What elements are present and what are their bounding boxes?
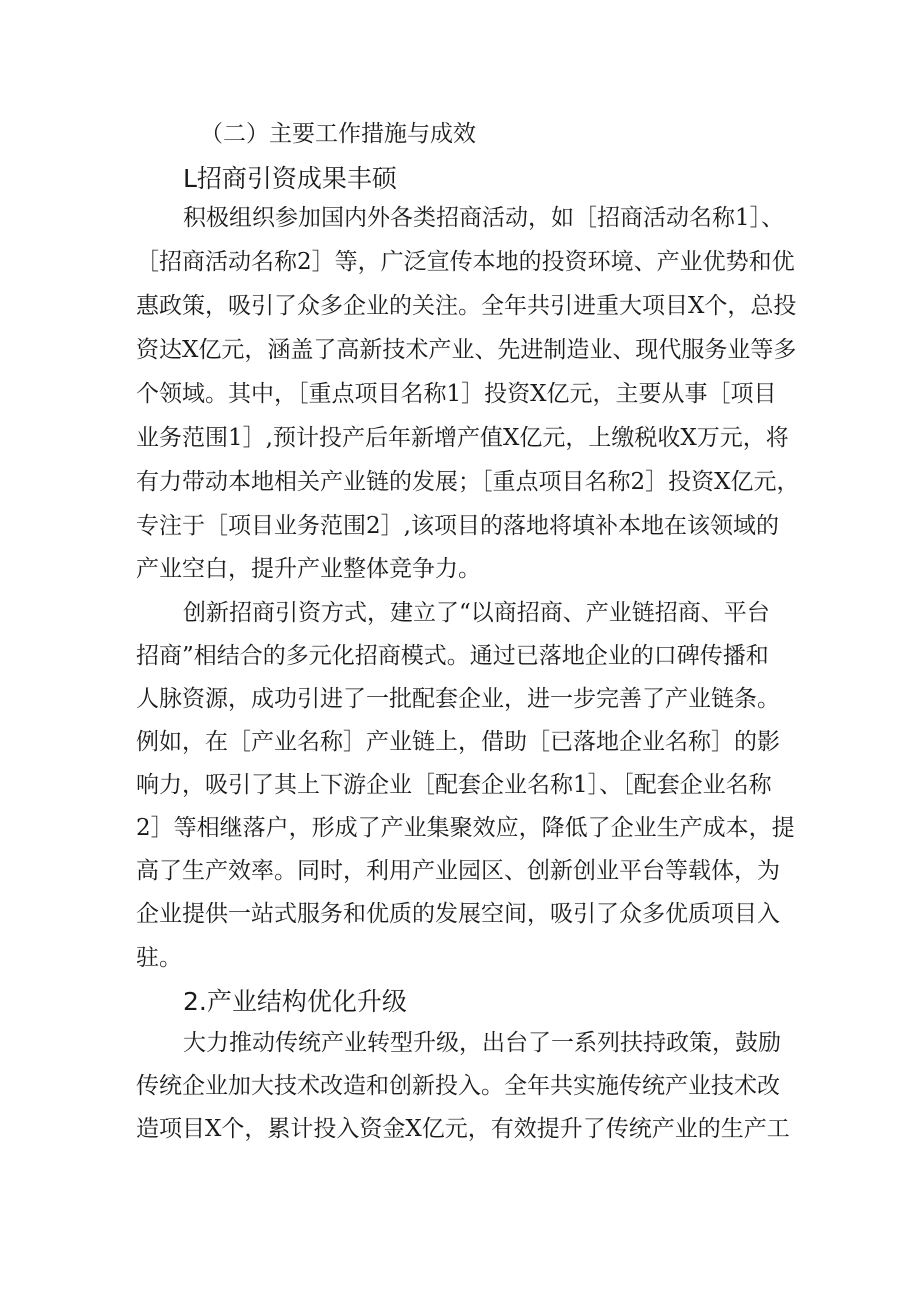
- paragraph-line: 资达X亿元，涵盖了高新技术产业、先进制造业、现代服务业等多: [136, 337, 797, 363]
- subsection-title-industry: 2.产业结构优化升级: [183, 987, 407, 1016]
- paragraph-line: 有力带动本地相关产业链的发展；［重点项目名称2］投资X亿元，: [136, 469, 800, 495]
- paragraph-line: 产业空白，提升产业整体竞争力。: [136, 556, 481, 582]
- paragraph-line: 招商”相结合的多元化招商模式。通过已落地企业的口碑传播和: [136, 643, 769, 669]
- paragraph-line: 个领域。其中，［重点项目名称1］投资X亿元，主要从事［项目: [136, 381, 777, 407]
- paragraph-line: 积极组织参加国内外各类招商活动，如［招商活动名称1］、: [183, 205, 785, 231]
- paragraph-line: ［招商活动名称2］等，广泛宣传本地的投资环境、产业优势和优: [136, 249, 795, 275]
- subsection-title-investment: L招商引资成果丰硕: [183, 164, 397, 193]
- paragraph-line: 响力，吸引了其上下游企业［配套企业名称1］、［配套企业名称: [136, 772, 772, 798]
- paragraph-line: 惠政策，吸引了众多企业的关注。全年共引进重大项目X个，总投: [136, 293, 797, 319]
- paragraph-line: 专注于［项目业务范围2］,该项目的落地将填补本地在该领域的: [136, 513, 779, 539]
- paragraph-line: 企业提供一站式服务和优质的发展空间，吸引了众多优质项目入: [136, 901, 780, 927]
- paragraph-line: 业务范围1］,预计投产后年新增产值X亿元，上缴税收X万元，将: [136, 425, 789, 451]
- section-heading: （二）主要工作措施与成效: [200, 121, 476, 147]
- paragraph-line: 大力推动传统产业转型升级，出台了一系列扶持政策，鼓励: [183, 1030, 781, 1056]
- paragraph-line: 传统企业加大技术改造和创新投入。全年共实施传统产业技术改: [136, 1073, 780, 1099]
- paragraph-line: 例如，在［产业名称］产业链上，借助［已落地企业名称］的影: [136, 729, 780, 755]
- paragraph-line: 造项目X个，累计投入资金X亿元，有效提升了传统产业的生产工: [136, 1116, 790, 1142]
- paragraph-line: 驻。: [136, 945, 182, 971]
- paragraph-line: 人脉资源，成功引进了一批配套企业，进一步完善了产业链条。: [136, 686, 780, 712]
- paragraph-line: 创新招商引资方式，建立了“以商招商、产业链招商、平台: [183, 600, 770, 626]
- paragraph-line: 高了生产效率。同时，利用产业园区、创新创业平台等载体，为: [136, 858, 780, 884]
- paragraph-line: 2］等相继落户，形成了产业集聚效应，降低了企业生产成本，提: [136, 815, 795, 841]
